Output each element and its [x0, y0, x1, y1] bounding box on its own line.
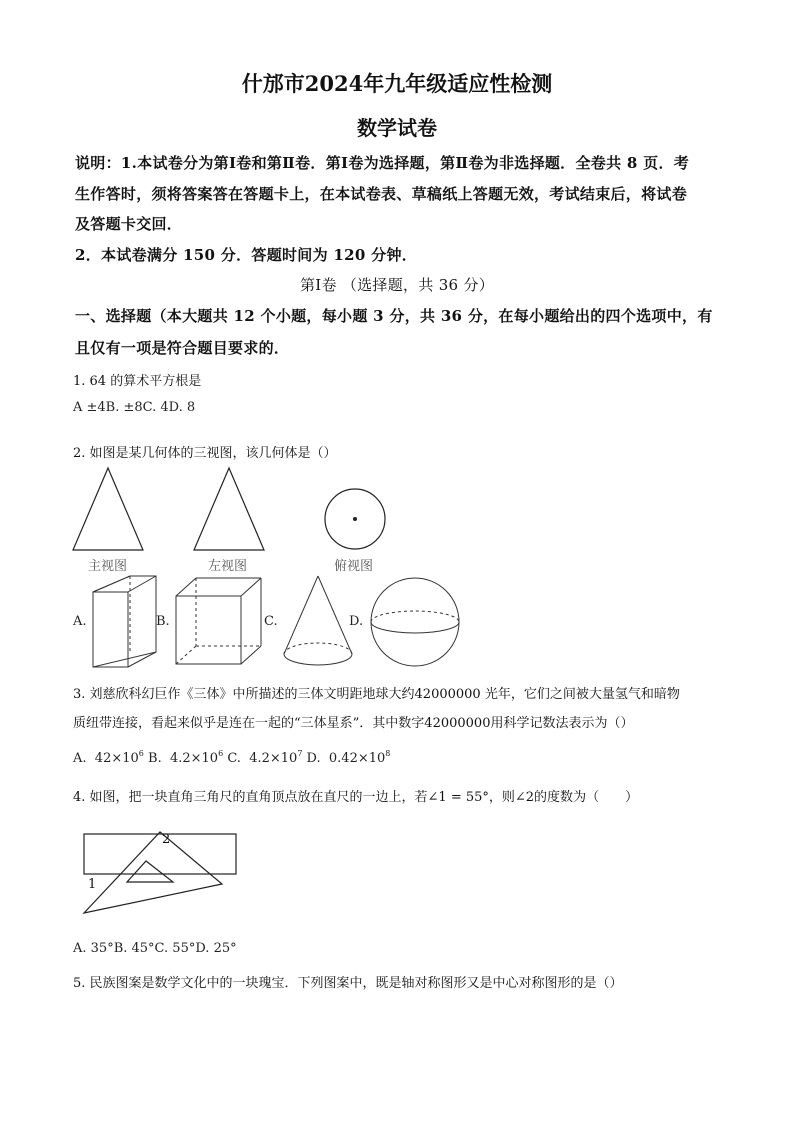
note-line-4: 2．本试卷满分 150 分．答题时间为 120 分钟． [75, 246, 418, 264]
q4-stem: 4. 如图，把一块直角三角尺的直角顶点放在直尺的一边上，若∠1 = 55°，则∠2的度数为（ ） [73, 790, 639, 805]
q1-stem: 1. 64 的算术平方根是 [73, 374, 202, 389]
q1-options: A ±4B. ±8C. 4D. 8 [73, 400, 196, 415]
q3-option-d-exp: 8 [385, 749, 391, 758]
option-b-cube [176, 578, 261, 664]
q2-option-b-label: B. [156, 614, 170, 629]
option-a-triangular-prism [93, 576, 156, 667]
q3-stem-line-2: 质纽带连接，看起来似乎是连在一起的“三体星系”．其中数字42000000用科学记数法表示为（） [73, 716, 634, 731]
q2-option-c-label: C. [264, 614, 278, 629]
q2-option-a-label: A. [73, 614, 87, 629]
q3-option-d-label: D. [306, 751, 321, 766]
left-view-triangle [194, 468, 264, 550]
q3-option-b-label: B. [148, 751, 162, 766]
set-square-outer [84, 832, 222, 913]
exam-title: 什邡市2024年九年级适应性检测 [241, 71, 553, 96]
section-instruction-1: 一、选择题（本大题共 12 个小题，每小题 3 分，共 36 分，在每小题给出的四个选项中，有 [75, 307, 713, 325]
q4-options: A. 35°B. 45°C. 55°D. 25° [73, 941, 237, 956]
front-view-triangle [73, 468, 143, 550]
note-line-3: 及答题卡交回． [75, 215, 183, 233]
note-line-1: 说明：1.本试卷分为第Ⅰ卷和第Ⅱ卷．第Ⅰ卷为选择题，第Ⅱ卷为非选择题．全卷共 8 页．考 [75, 154, 690, 172]
option-c-cone [284, 576, 352, 665]
q3-option-a-base: 42×10 [94, 751, 139, 766]
q5-stem: 5. 民族图案是数学文化中的一块瑰宝．下列图案中，既是轴对称图形又是中心对称图形的是（） [73, 976, 623, 991]
q3-option-a-exp: 6 [138, 749, 144, 758]
set-square-inner [127, 861, 173, 882]
top-view-center-dot [353, 517, 357, 521]
ruler-and-set-square-figure [84, 832, 236, 913]
q3-option-c-base: 4.2×10 [249, 751, 298, 766]
q3-options [73, 749, 390, 766]
q3-option-c-label: C. [227, 751, 241, 766]
q2-option-d-label: D. [349, 614, 364, 629]
note-line-2: 生作答时，须将答案答在答题卡上，在本试卷表、草稿纸上答题无效，考试结束后，将试卷 [75, 185, 688, 203]
option-d-sphere [371, 578, 459, 666]
ruler [84, 834, 236, 874]
exam-subtitle: 数学试卷 [357, 116, 437, 140]
q3-option-c-exp: 7 [297, 749, 303, 758]
q3-option-b-base: 4.2×10 [169, 751, 219, 766]
q3-option-b-exp: 6 [218, 749, 224, 758]
q3-option-d-base: 0.42×10 [328, 751, 386, 766]
q4-angle-1-label: 1 [88, 877, 97, 892]
section-instruction-2: 且仅有一项是符合题目要求的． [75, 339, 290, 357]
left-view-label: 左视图 [208, 559, 248, 574]
section-heading: 第Ⅰ卷 （选择题，共 36 分） [299, 276, 495, 294]
q2-stem: 2. 如图是某几何体的三视图，该几何体是（） [73, 446, 337, 461]
q3-option-a-label: A. [73, 751, 87, 766]
q4-angle-2-label: 2 [162, 832, 171, 847]
front-view-label: 主视图 [88, 559, 128, 574]
q3-stem-line-1: 3. 刘慈欣科幻巨作《三体》中所描述的三体文明距地球大约42000000 光年，它们之间被大量氢气和暗物 [73, 687, 680, 702]
top-view-label: 俯视图 [334, 559, 374, 574]
